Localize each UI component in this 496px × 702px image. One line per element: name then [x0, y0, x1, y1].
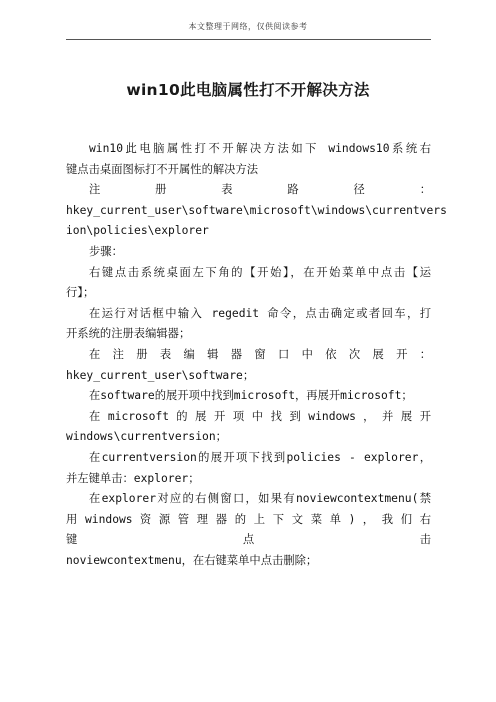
body-line: noviewcontextmenu，在右键菜单中点击删除；: [66, 553, 318, 567]
body-line: 步骤：: [89, 244, 123, 258]
body-line: 开系统的注册表编辑器；: [66, 327, 191, 341]
body-line: ion\policies\explorer: [66, 224, 209, 238]
body-line: windows\currentversion；: [66, 430, 227, 444]
body-line: hkey_current_user\software\microsoft\windows\currentvers: [66, 203, 447, 217]
body-line: 在运行对话框中输入 regedit 命令，点击确定或者回车，打: [89, 306, 431, 320]
body-line: 在explorer对应的右侧窗口，如果有noviewcontextmenu(禁: [89, 492, 431, 506]
body-line: hkey_current_user\software；: [66, 368, 255, 382]
body-line: 行】；: [66, 286, 95, 300]
document-title: win10此电脑属性打不开解决方法: [126, 81, 370, 99]
body-line: 用 windows 资 源 管 理 器 的 上 下 文 菜 单 ) ， 我 们 右 键 点 击: [66, 512, 431, 547]
header-divider: [66, 39, 431, 40]
body-line: win10此电脑属性打不开解决方法如下 windows10系统右: [89, 142, 431, 155]
body-line: 在 注 册 表 编 辑 器 窗 口 中 依 次 展 开 ：: [89, 347, 431, 361]
header-note: 本文整理于网络，仅供阅读参考: [188, 22, 308, 31]
body-line: 右键点击系统桌面左下角的【开始】，在开始菜单中点击【运: [89, 265, 431, 279]
body-line: 在 microsoft 的 展 开 项 中 找 到 windows ， 并 展 开: [89, 409, 431, 423]
body-line: 键点击桌面图标打不开属性的解决方法: [66, 162, 259, 176]
document-body: [66, 139, 447, 571]
body-line: 并左键单击：explorer；: [66, 471, 200, 485]
body-line: 在currentversion的展开项下找到policies - explorer，: [89, 450, 431, 464]
body-line: 注 册 表 路 径 ：: [89, 183, 431, 197]
body-line: 在software的展开项中找到microsoft，再展开microsoft；: [89, 389, 413, 403]
